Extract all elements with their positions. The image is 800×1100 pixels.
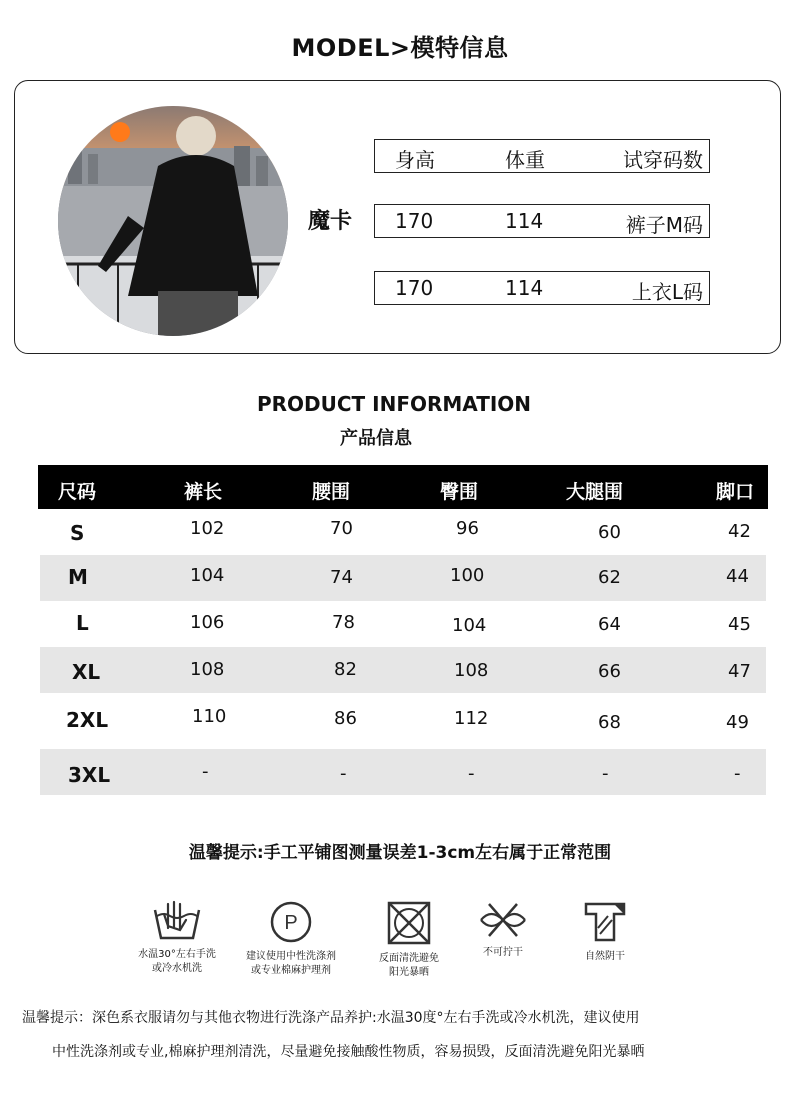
size-table-header (38, 465, 768, 509)
care-label: 不可拧干 (483, 947, 523, 958)
care-label: 阳光暴晒 (389, 967, 429, 978)
thigh-cell: 62 (598, 567, 621, 588)
no-wring-icon (477, 900, 529, 940)
professional-clean-icon (269, 900, 313, 944)
thigh-cell: 68 (598, 712, 621, 733)
care-label: 反面清洗避免 (379, 953, 439, 964)
product-title-en: PRODUCT INFORMATION (256, 392, 532, 416)
table-row (40, 601, 766, 647)
model-photo (58, 106, 288, 336)
col-hem: 脚口 (716, 481, 755, 503)
no-tumble-dry-icon (386, 900, 432, 946)
fit-height: 170 (395, 276, 434, 300)
fit-size: 裤子M码 (625, 213, 703, 237)
svg-text:P: P (284, 912, 298, 934)
hem-cell: 47 (728, 661, 751, 682)
col-waist: 腰围 (312, 481, 351, 503)
hip-cell: 108 (454, 660, 489, 681)
waist-cell: 70 (330, 518, 353, 539)
fit-size: 上衣L码 (631, 280, 703, 304)
size-cell: L (76, 611, 89, 635)
table-row (40, 647, 766, 693)
size-cell: M (68, 565, 88, 589)
care-note-line1: 温馨提示：深色系衣服请勿与其他衣物进行洗涤产品养护:水温30度°左右手洗或冷水机洗，建议使用 (22, 1010, 640, 1026)
size-cell: XL (72, 660, 101, 684)
care-label: 建议使用中性洗涤剂 (246, 951, 336, 962)
hip-cell: 104 (452, 615, 487, 636)
measurement-tip: 温馨提示:手工平铺图测量误差1-3cm左右属于正常范围 (188, 843, 612, 863)
size-cell: S (70, 521, 85, 545)
size-header: 试穿码数 (623, 148, 703, 172)
fit-weight: 114 (505, 276, 544, 300)
hem-cell: 49 (726, 712, 749, 733)
care-item-professional (236, 900, 346, 978)
care-item-no-wring (448, 900, 558, 960)
length-cell: - (202, 761, 209, 782)
model-section-title: MODEL>模特信息 (291, 34, 509, 62)
hand-wash-30-icon (152, 900, 202, 942)
dry-in-shade-icon (580, 900, 630, 944)
hip-cell: 100 (450, 565, 485, 586)
care-label: 或冷水机洗 (152, 963, 202, 974)
table-row (40, 695, 766, 745)
fit-weight: 114 (505, 209, 544, 233)
length-cell: 108 (190, 659, 225, 680)
col-thigh: 大腿围 (566, 481, 624, 503)
size-cell: 2XL (66, 708, 109, 732)
waist-cell: 86 (334, 708, 357, 729)
model-header-box (374, 139, 710, 173)
care-item-dry-shade (550, 900, 660, 964)
length-cell: 104 (190, 565, 225, 586)
length-cell: 110 (192, 706, 227, 727)
product-title-cn: 产品信息 (340, 428, 412, 449)
col-length: 裤长 (184, 481, 223, 503)
height-header: 身高 (395, 148, 435, 172)
length-cell: 102 (190, 518, 225, 539)
model-fit-box (374, 271, 710, 305)
waist-cell: 82 (334, 659, 357, 680)
thigh-cell: 64 (598, 614, 621, 635)
thigh-cell: - (602, 763, 609, 784)
hem-cell: - (734, 763, 741, 784)
size-cell: 3XL (68, 763, 111, 787)
care-note-line2: 中性洗涤剂或专业,棉麻护理剂清洗，尽量避免接触酸性物质，容易损毁，反面清洗避免阳光暴晒 (52, 1044, 645, 1060)
table-row (40, 555, 766, 601)
table-row (40, 749, 766, 795)
fit-height: 170 (395, 209, 434, 233)
waist-cell: - (340, 763, 347, 784)
care-label: 水温30°左右手洗 (138, 949, 216, 960)
model-name: 魔卡 (308, 209, 353, 234)
hem-cell: 42 (728, 521, 751, 542)
hip-cell: 112 (454, 708, 489, 729)
hip-cell: 96 (456, 518, 479, 539)
col-size: 尺码 (58, 481, 97, 503)
model-fit-box (374, 204, 710, 238)
care-item-hand-wash (122, 900, 232, 976)
weight-header: 体重 (505, 148, 545, 172)
care-label: 或专业棉麻护理剂 (251, 965, 331, 976)
length-cell: 106 (190, 612, 225, 633)
table-row (40, 509, 766, 555)
col-hip: 臀围 (440, 481, 479, 503)
waist-cell: 78 (332, 612, 355, 633)
thigh-cell: 60 (598, 522, 621, 543)
thigh-cell: 66 (598, 661, 621, 682)
waist-cell: 74 (330, 567, 353, 588)
care-label: 自然阴干 (585, 951, 625, 962)
hem-cell: 44 (726, 566, 749, 587)
hip-cell: - (468, 763, 475, 784)
hem-cell: 45 (728, 614, 751, 635)
